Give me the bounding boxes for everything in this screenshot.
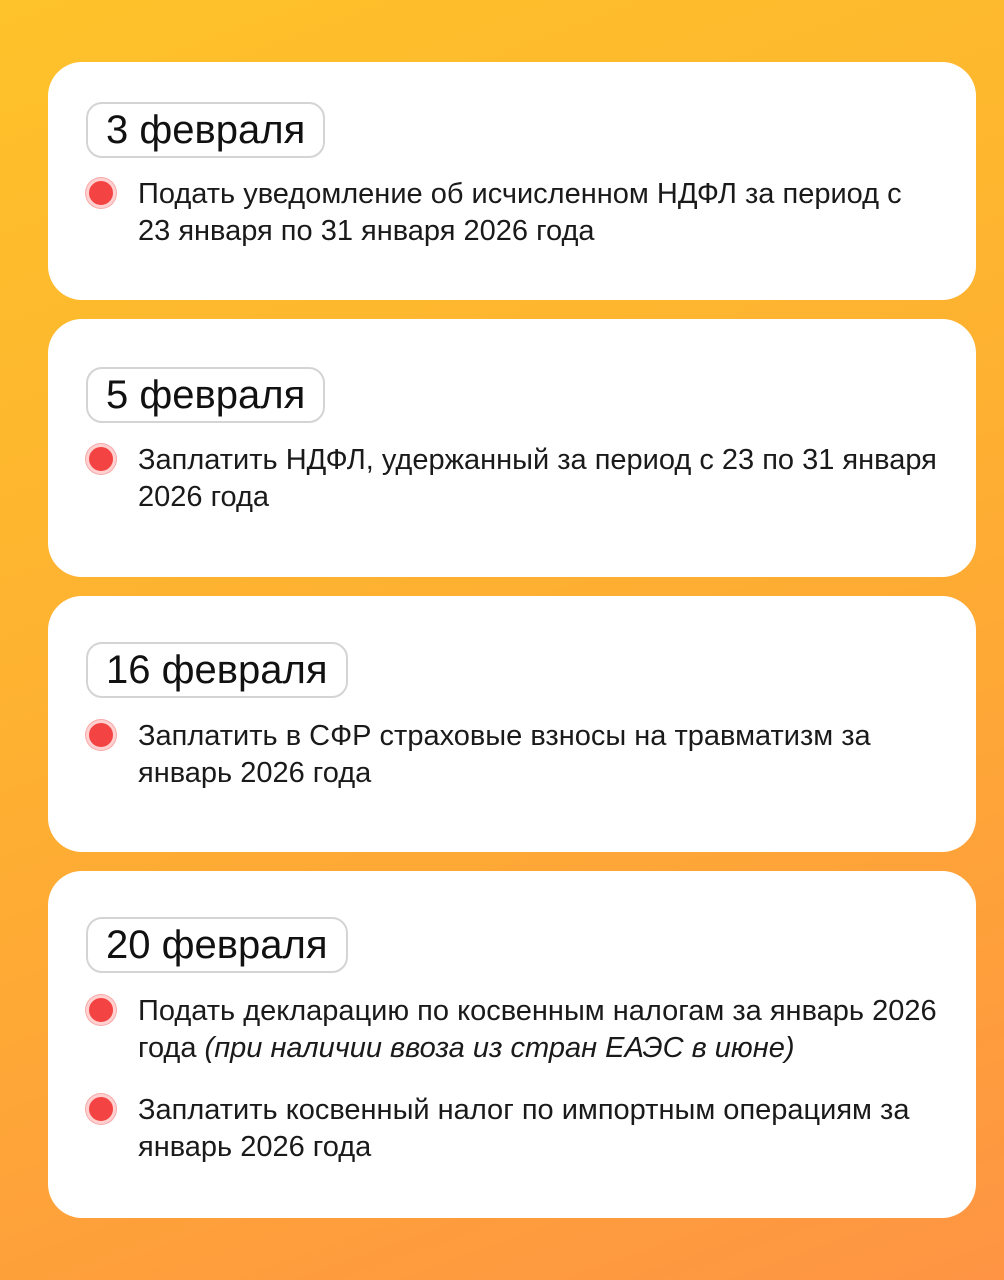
task-text: Заплатить НДФЛ, удержанный за период с 23 по 31 января 2026 года xyxy=(138,444,937,513)
deadline-date: 20 февраля xyxy=(86,917,348,973)
deadline-date: 5 февраля xyxy=(86,367,325,423)
red-dot-icon xyxy=(86,720,116,750)
task-text: Подать уведомление об исчисленном НДФЛ за период с 23 января по 31 января 2026 года xyxy=(138,178,902,247)
deadline-date: 16 февраля xyxy=(86,642,348,698)
red-dot-icon xyxy=(86,178,116,208)
red-dot-icon xyxy=(86,995,116,1025)
deadline-date: 3 февраля xyxy=(86,102,325,158)
task-text xyxy=(138,993,938,1067)
red-dot-icon xyxy=(86,1094,116,1124)
task-main-text: Подать декларацию по косвенным налогам за январь 2026 года xyxy=(138,995,937,1064)
task-text: Заплатить в СФР страховые взносы на травматизм за январь 2026 года xyxy=(138,720,871,789)
deadline-card-feb-3 xyxy=(48,62,976,300)
red-dot-icon xyxy=(86,444,116,474)
deadline-card-feb-16 xyxy=(48,596,976,852)
deadline-card-feb-5 xyxy=(48,319,976,577)
task-note: (при наличии ввоза из стран ЕАЭС в июне) xyxy=(204,1032,795,1064)
task-text: Заплатить косвенный налог по импортным операциям за январь 2026 года xyxy=(138,1094,910,1163)
deadline-card-feb-20 xyxy=(48,871,976,1218)
